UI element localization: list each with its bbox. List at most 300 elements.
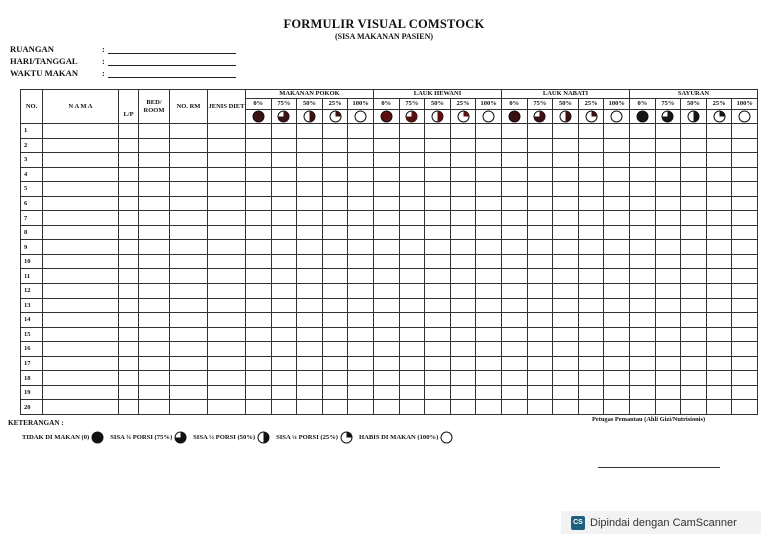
entry-cell[interactable] [297,182,323,197]
entry-cell[interactable] [476,138,502,153]
entry-cell[interactable] [348,225,374,240]
entry-cell[interactable] [732,327,758,342]
entry-cell[interactable] [578,225,604,240]
entry-cell[interactable] [43,269,119,284]
entry-cell[interactable] [732,196,758,211]
entry-cell[interactable] [476,284,502,299]
entry-cell[interactable] [553,167,579,182]
entry-cell[interactable] [271,269,297,284]
entry-cell[interactable] [578,254,604,269]
entry-cell[interactable] [271,371,297,386]
entry-cell[interactable] [604,313,630,328]
entry-cell[interactable] [578,124,604,139]
entry-cell[interactable] [271,342,297,357]
entry-cell[interactable] [706,356,732,371]
entry-cell[interactable] [43,298,119,313]
entry-cell[interactable] [208,356,246,371]
entry-cell[interactable] [655,167,681,182]
entry-cell[interactable] [630,327,656,342]
entry-cell[interactable] [246,211,272,226]
entry-cell[interactable] [604,385,630,400]
entry-cell[interactable] [476,211,502,226]
entry-cell[interactable] [604,371,630,386]
entry-cell[interactable] [604,167,630,182]
entry-cell[interactable] [553,240,579,255]
entry-cell[interactable] [139,153,170,168]
entry-cell[interactable] [119,138,139,153]
entry-cell[interactable] [297,225,323,240]
entry-cell[interactable] [732,298,758,313]
entry-cell[interactable] [527,298,553,313]
entry-cell[interactable] [732,356,758,371]
entry-cell[interactable] [322,371,348,386]
entry-cell[interactable] [271,298,297,313]
entry-cell[interactable] [208,371,246,386]
entry-cell[interactable] [322,254,348,269]
entry-cell[interactable] [139,240,170,255]
entry-cell[interactable] [681,196,707,211]
entry-cell[interactable] [681,167,707,182]
entry-cell[interactable] [681,400,707,415]
entry-cell[interactable] [348,153,374,168]
entry-cell[interactable] [450,356,476,371]
entry-cell[interactable] [706,182,732,197]
entry-cell[interactable] [399,284,425,299]
entry-cell[interactable] [246,196,272,211]
entry-cell[interactable] [399,356,425,371]
entry-cell[interactable] [527,342,553,357]
entry-cell[interactable] [399,167,425,182]
entry-cell[interactable] [450,124,476,139]
entry-cell[interactable] [450,240,476,255]
entry-cell[interactable] [322,167,348,182]
entry-cell[interactable] [399,153,425,168]
entry-cell[interactable] [425,371,451,386]
entry-cell[interactable] [655,138,681,153]
entry-cell[interactable] [246,153,272,168]
entry-cell[interactable] [450,298,476,313]
entry-cell[interactable] [450,211,476,226]
entry-cell[interactable] [297,371,323,386]
entry-cell[interactable] [476,182,502,197]
entry-cell[interactable] [271,254,297,269]
entry-cell[interactable] [322,269,348,284]
entry-cell[interactable] [527,371,553,386]
entry-cell[interactable] [399,371,425,386]
entry-cell[interactable] [348,356,374,371]
entry-cell[interactable] [732,342,758,357]
entry-cell[interactable] [139,400,170,415]
entry-cell[interactable] [348,313,374,328]
entry-cell[interactable] [578,284,604,299]
entry-cell[interactable] [399,240,425,255]
entry-cell[interactable] [425,298,451,313]
entry-cell[interactable] [208,196,246,211]
entry-cell[interactable] [604,138,630,153]
entry-cell[interactable] [297,196,323,211]
entry-cell[interactable] [681,342,707,357]
entry-cell[interactable] [732,225,758,240]
entry-cell[interactable] [630,225,656,240]
entry-cell[interactable] [297,240,323,255]
entry-cell[interactable] [170,371,208,386]
entry-cell[interactable] [246,385,272,400]
entry-cell[interactable] [271,240,297,255]
entry-cell[interactable] [425,138,451,153]
entry-cell[interactable] [604,342,630,357]
entry-cell[interactable] [271,196,297,211]
entry-cell[interactable] [706,196,732,211]
entry-cell[interactable] [246,269,272,284]
entry-cell[interactable] [502,371,528,386]
entry-cell[interactable] [208,124,246,139]
entry-cell[interactable] [208,327,246,342]
entry-cell[interactable] [630,342,656,357]
entry-cell[interactable] [706,269,732,284]
entry-cell[interactable] [655,327,681,342]
entry-cell[interactable] [553,371,579,386]
entry-cell[interactable] [139,182,170,197]
entry-cell[interactable] [373,313,399,328]
entry-cell[interactable] [399,400,425,415]
entry-cell[interactable] [246,313,272,328]
entry-cell[interactable] [553,153,579,168]
entry-cell[interactable] [139,167,170,182]
entry-cell[interactable] [43,313,119,328]
entry-cell[interactable] [681,313,707,328]
entry-cell[interactable] [399,254,425,269]
entry-cell[interactable] [630,269,656,284]
entry-cell[interactable] [246,284,272,299]
entry-cell[interactable] [322,342,348,357]
entry-cell[interactable] [578,400,604,415]
entry-cell[interactable] [119,327,139,342]
entry-cell[interactable] [630,313,656,328]
entry-cell[interactable] [630,254,656,269]
entry-cell[interactable] [322,211,348,226]
entry-cell[interactable] [139,371,170,386]
entry-cell[interactable] [170,400,208,415]
entry-cell[interactable] [604,225,630,240]
entry-cell[interactable] [604,240,630,255]
entry-cell[interactable] [425,327,451,342]
entry-cell[interactable] [706,138,732,153]
entry-cell[interactable] [553,269,579,284]
entry-cell[interactable] [208,138,246,153]
entry-cell[interactable] [297,124,323,139]
entry-cell[interactable] [655,284,681,299]
entry-cell[interactable] [604,124,630,139]
entry-cell[interactable] [425,153,451,168]
entry-cell[interactable] [578,167,604,182]
entry-cell[interactable] [322,284,348,299]
entry-cell[interactable] [732,138,758,153]
entry-cell[interactable] [139,225,170,240]
entry-cell[interactable] [373,138,399,153]
entry-cell[interactable] [322,225,348,240]
entry-cell[interactable] [297,153,323,168]
entry-cell[interactable] [348,211,374,226]
entry-cell[interactable] [450,400,476,415]
entry-cell[interactable] [170,225,208,240]
entry-cell[interactable] [604,211,630,226]
entry-cell[interactable] [450,327,476,342]
entry-cell[interactable] [630,124,656,139]
entry-cell[interactable] [43,124,119,139]
entry-cell[interactable] [271,313,297,328]
entry-cell[interactable] [170,182,208,197]
entry-cell[interactable] [502,327,528,342]
entry-cell[interactable] [139,313,170,328]
entry-cell[interactable] [655,269,681,284]
entry-cell[interactable] [681,138,707,153]
entry-cell[interactable] [681,240,707,255]
entry-cell[interactable] [732,153,758,168]
entry-cell[interactable] [527,167,553,182]
entry-cell[interactable] [425,240,451,255]
entry-cell[interactable] [655,298,681,313]
entry-cell[interactable] [425,356,451,371]
entry-cell[interactable] [208,211,246,226]
entry-cell[interactable] [170,138,208,153]
entry-cell[interactable] [322,327,348,342]
entry-cell[interactable] [450,225,476,240]
entry-cell[interactable] [119,182,139,197]
entry-cell[interactable] [476,356,502,371]
entry-cell[interactable] [604,254,630,269]
entry-cell[interactable] [373,284,399,299]
entry-cell[interactable] [502,182,528,197]
entry-cell[interactable] [139,211,170,226]
entry-cell[interactable] [119,211,139,226]
entry-cell[interactable] [170,153,208,168]
entry-cell[interactable] [119,124,139,139]
entry-cell[interactable] [425,211,451,226]
entry-cell[interactable] [681,284,707,299]
entry-cell[interactable] [450,284,476,299]
entry-cell[interactable] [297,400,323,415]
entry-cell[interactable] [348,385,374,400]
entry-cell[interactable] [655,211,681,226]
entry-cell[interactable] [373,298,399,313]
entry-cell[interactable] [208,284,246,299]
entry-cell[interactable] [450,254,476,269]
entry-cell[interactable] [119,385,139,400]
entry-cell[interactable] [322,138,348,153]
entry-cell[interactable] [630,153,656,168]
entry-cell[interactable] [399,182,425,197]
entry-cell[interactable] [139,124,170,139]
entry-cell[interactable] [119,240,139,255]
entry-cell[interactable] [246,182,272,197]
entry-cell[interactable] [170,124,208,139]
entry-cell[interactable] [706,327,732,342]
entry-cell[interactable] [271,211,297,226]
entry-cell[interactable] [527,124,553,139]
entry-cell[interactable] [502,153,528,168]
entry-cell[interactable] [476,124,502,139]
entry-cell[interactable] [527,182,553,197]
entry-cell[interactable] [732,124,758,139]
entry-cell[interactable] [476,298,502,313]
entry-cell[interactable] [527,211,553,226]
entry-cell[interactable] [139,356,170,371]
entry-cell[interactable] [527,153,553,168]
entry-cell[interactable] [578,298,604,313]
entry-cell[interactable] [246,138,272,153]
entry-cell[interactable] [139,254,170,269]
entry-cell[interactable] [208,254,246,269]
entry-cell[interactable] [732,313,758,328]
entry-cell[interactable] [450,182,476,197]
entry-cell[interactable] [425,196,451,211]
entry-cell[interactable] [348,240,374,255]
entry-cell[interactable] [246,167,272,182]
entry-cell[interactable] [373,254,399,269]
entry-cell[interactable] [322,124,348,139]
entry-cell[interactable] [297,269,323,284]
entry-cell[interactable] [271,153,297,168]
entry-cell[interactable] [425,124,451,139]
entry-cell[interactable] [348,400,374,415]
entry-cell[interactable] [502,225,528,240]
entry-cell[interactable] [630,138,656,153]
entry-cell[interactable] [527,240,553,255]
entry-cell[interactable] [502,254,528,269]
entry-cell[interactable] [425,167,451,182]
entry-cell[interactable] [604,269,630,284]
entry-cell[interactable] [271,167,297,182]
entry-cell[interactable] [348,298,374,313]
entry-cell[interactable] [208,298,246,313]
entry-cell[interactable] [476,153,502,168]
entry-cell[interactable] [170,313,208,328]
entry-cell[interactable] [208,400,246,415]
entry-cell[interactable] [208,269,246,284]
entry-cell[interactable] [706,225,732,240]
entry-cell[interactable] [348,284,374,299]
entry-cell[interactable] [297,298,323,313]
entry-cell[interactable] [399,211,425,226]
entry-cell[interactable] [502,385,528,400]
entry-cell[interactable] [43,327,119,342]
entry-cell[interactable] [425,313,451,328]
entry-cell[interactable] [706,400,732,415]
entry-cell[interactable] [553,400,579,415]
entry-cell[interactable] [553,254,579,269]
entry-cell[interactable] [322,356,348,371]
entry-cell[interactable] [681,356,707,371]
entry-cell[interactable] [630,284,656,299]
entry-cell[interactable] [246,327,272,342]
entry-cell[interactable] [578,153,604,168]
entry-cell[interactable] [322,298,348,313]
entry-cell[interactable] [502,356,528,371]
entry-cell[interactable] [322,196,348,211]
entry-cell[interactable] [553,356,579,371]
entry-cell[interactable] [246,298,272,313]
entry-cell[interactable] [732,211,758,226]
entry-cell[interactable] [139,327,170,342]
entry-cell[interactable] [425,269,451,284]
entry-cell[interactable] [655,240,681,255]
entry-cell[interactable] [43,167,119,182]
entry-cell[interactable] [502,138,528,153]
entry-cell[interactable] [43,182,119,197]
entry-cell[interactable] [373,211,399,226]
entry-cell[interactable] [732,254,758,269]
entry-cell[interactable] [208,167,246,182]
entry-cell[interactable] [706,254,732,269]
entry-cell[interactable] [553,313,579,328]
entry-cell[interactable] [399,342,425,357]
entry-cell[interactable] [170,385,208,400]
entry-cell[interactable] [706,385,732,400]
entry-cell[interactable] [502,211,528,226]
entry-cell[interactable] [348,138,374,153]
entry-cell[interactable] [732,269,758,284]
entry-cell[interactable] [732,240,758,255]
entry-cell[interactable] [425,182,451,197]
entry-cell[interactable] [732,371,758,386]
entry-cell[interactable] [578,313,604,328]
entry-cell[interactable] [322,153,348,168]
entry-cell[interactable] [604,298,630,313]
entry-cell[interactable] [43,196,119,211]
entry-cell[interactable] [578,240,604,255]
entry-cell[interactable] [655,371,681,386]
entry-cell[interactable] [681,153,707,168]
entry-cell[interactable] [553,211,579,226]
entry-cell[interactable] [246,254,272,269]
entry-cell[interactable] [208,153,246,168]
entry-cell[interactable] [425,225,451,240]
entry-cell[interactable] [502,298,528,313]
entry-cell[interactable] [578,182,604,197]
entry-cell[interactable] [578,371,604,386]
entry-cell[interactable] [502,269,528,284]
entry-cell[interactable] [170,327,208,342]
entry-cell[interactable] [348,196,374,211]
entry-cell[interactable] [246,356,272,371]
entry-cell[interactable] [476,342,502,357]
entry-cell[interactable] [681,327,707,342]
entry-cell[interactable] [425,284,451,299]
entry-cell[interactable] [681,254,707,269]
entry-cell[interactable] [553,298,579,313]
entry-cell[interactable] [297,284,323,299]
entry-cell[interactable] [706,284,732,299]
entry-cell[interactable] [450,153,476,168]
entry-cell[interactable] [553,182,579,197]
entry-cell[interactable] [139,284,170,299]
entry-cell[interactable] [373,124,399,139]
entry-cell[interactable] [322,385,348,400]
entry-cell[interactable] [43,385,119,400]
entry-cell[interactable] [348,269,374,284]
entry-cell[interactable] [170,254,208,269]
entry-cell[interactable] [553,342,579,357]
entry-cell[interactable] [655,356,681,371]
entry-cell[interactable] [246,342,272,357]
entry-cell[interactable] [706,298,732,313]
entry-cell[interactable] [119,167,139,182]
entry-cell[interactable] [208,182,246,197]
entry-cell[interactable] [271,182,297,197]
entry-cell[interactable] [476,240,502,255]
entry-cell[interactable] [578,356,604,371]
entry-cell[interactable] [502,284,528,299]
